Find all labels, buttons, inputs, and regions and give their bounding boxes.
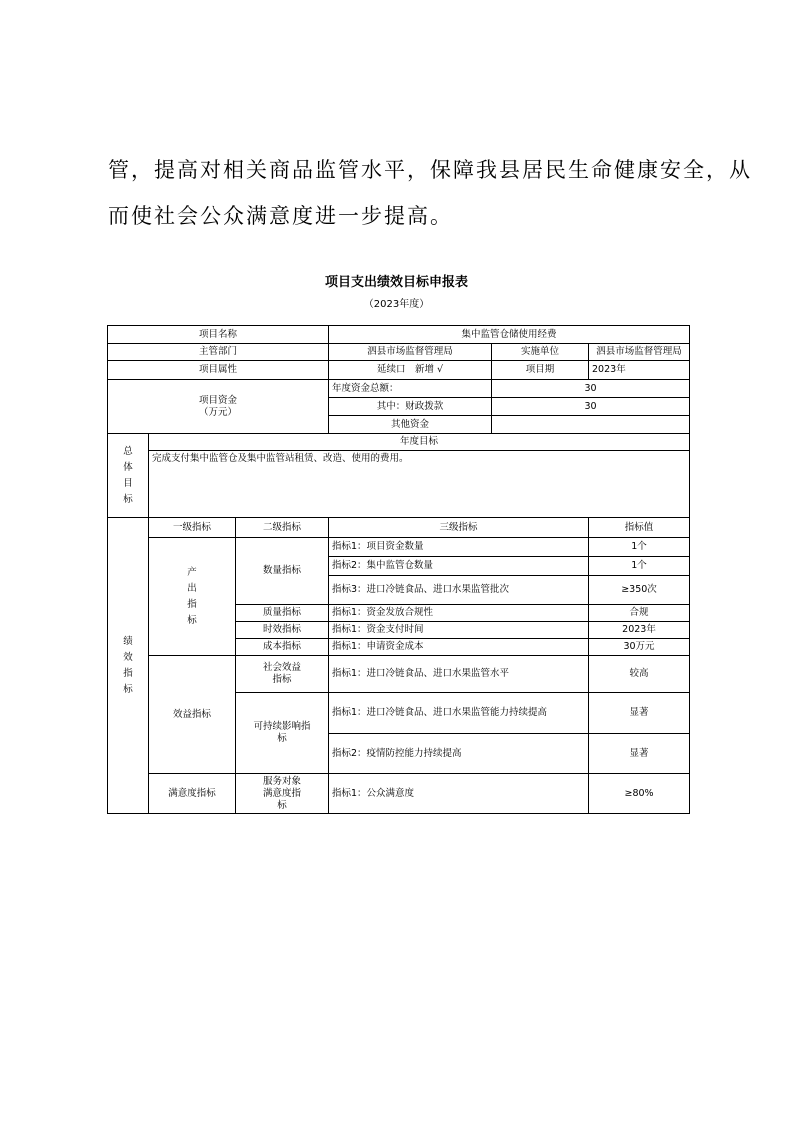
cost-indicator-1-value: 30万元 — [589, 639, 690, 656]
sustain-indicator-2: 指标2：疫情防控能力持续提高 — [329, 734, 589, 774]
sustain-indicator-2-value: 显著 — [589, 734, 690, 774]
funds-unit: （万元） — [199, 406, 238, 418]
project-name-label: 项目名称 — [108, 326, 329, 344]
row-annual-goal-header — [108, 434, 690, 451]
benefit-indicator-label: 效益指标 — [149, 656, 236, 774]
sustain-indicator-1: 指标1：进口冷链食品、进口水果监管能力持续提高 — [329, 693, 589, 734]
sustain-label: 可持续影响指标 — [253, 721, 311, 744]
header-level2: 二级指标 — [236, 518, 329, 538]
perf-indicator-label — [108, 518, 149, 814]
row-indicator-header — [108, 518, 690, 538]
fiscal-value: 30 — [492, 398, 690, 416]
row-project-name — [108, 326, 690, 344]
satisfaction-indicator-label: 满意度指标 — [149, 774, 236, 814]
quality-indicator-1-value: 合规 — [589, 605, 690, 622]
table-subtitle: （2023年度） — [363, 299, 430, 310]
timeliness-indicator-1-value: 2023年 — [589, 622, 690, 639]
period-label: 项目期 — [492, 361, 589, 380]
table-row — [108, 774, 690, 814]
total-funds-label: 年度资金总额： — [329, 380, 492, 398]
annual-goal-text: 完成支付集中监管仓及集中监管站租赁、改造、使用的费用。 — [149, 451, 690, 518]
quantity-indicator-1: 指标1：项目资金数量 — [329, 538, 589, 557]
funds-label-cell — [108, 380, 329, 434]
satisfaction-indicator-1: 指标1：公众满意度 — [329, 774, 589, 814]
cost-indicator-label: 成本指标 — [236, 639, 329, 656]
service-satisfaction-label: 服务对象满意度指标 — [262, 775, 301, 811]
project-name-value: 集中监管仓储使用经费 — [329, 326, 690, 344]
sustain-label-cell — [236, 693, 329, 774]
service-satisfaction-label-cell — [236, 774, 329, 814]
performance-target-table — [107, 325, 690, 814]
table-title: 项目支出绩效目标申报表 — [324, 275, 468, 290]
quantity-indicator-label: 数量指标 — [236, 538, 329, 605]
output-indicator-text: 产出指标 — [187, 566, 197, 626]
header-level3: 三级指标 — [329, 518, 589, 538]
quantity-indicator-3-value: ≥350次 — [589, 576, 690, 605]
social-benefit-indicator-1-value: 较高 — [589, 656, 690, 693]
row-department — [108, 344, 690, 361]
fiscal-label: 其中：财政拨款 — [329, 398, 492, 416]
quality-indicator-1: 指标1：资金发放合规性 — [329, 605, 589, 622]
quantity-indicator-3: 指标3：进口冷链食品、进口水果监管批次 — [329, 576, 589, 605]
header-value: 指标值 — [589, 518, 690, 538]
impl-label: 实施单位 — [492, 344, 589, 361]
attr-value: 延续口 新增 √ — [329, 361, 492, 380]
attr-label: 项目属性 — [108, 361, 329, 380]
quantity-indicator-2: 指标2：集中监管仓数量 — [329, 557, 589, 576]
quality-indicator-label: 质量指标 — [236, 605, 329, 622]
dept-label: 主管部门 — [108, 344, 329, 361]
funds-label: 项目资金 — [199, 394, 238, 406]
timeliness-indicator-label: 时效指标 — [236, 622, 329, 639]
annual-goal-label: 年度目标 — [149, 434, 690, 451]
overall-goal-text: 总体目标 — [123, 445, 133, 505]
total-funds-value: 30 — [492, 380, 690, 398]
impl-value: 泗县市场监督管理局 — [589, 344, 690, 361]
dept-value: 泗县市场监督管理局 — [329, 344, 492, 361]
period-value: 2023年 — [589, 361, 690, 380]
perf-indicator-text: 绩效指标 — [123, 635, 133, 695]
header-level1: 一级指标 — [149, 518, 236, 538]
social-benefit-label-cell — [236, 656, 329, 693]
social-benefit-indicator-1: 指标1：进口冷链食品、进口水果监管水平 — [329, 656, 589, 693]
row-attribute — [108, 361, 690, 380]
row-annual-goal — [108, 451, 690, 518]
body-paragraph-line-1: 管，提高对相关商品监管水平，保障我县居民生命健康安全，从 — [108, 158, 752, 182]
other-funds-label: 其他资金 — [329, 416, 492, 434]
satisfaction-indicator-1-value: ≥80% — [589, 774, 690, 814]
overall-goal-label — [108, 434, 149, 518]
quantity-indicator-1-value: 1个 — [589, 538, 690, 557]
body-paragraph-line-2: 而使社会公众满意度进一步提高。 — [108, 204, 453, 228]
row-funds-total — [108, 380, 690, 398]
table-row — [108, 656, 690, 693]
cost-indicator-1: 指标1：申请资金成本 — [329, 639, 589, 656]
table-row — [108, 538, 690, 557]
other-funds-value — [492, 416, 690, 434]
social-benefit-label: 社会效益指标 — [262, 662, 301, 685]
sustain-indicator-1-value: 显著 — [589, 693, 690, 734]
quantity-indicator-2-value: 1个 — [589, 557, 690, 576]
timeliness-indicator-1: 指标1：资金支付时间 — [329, 622, 589, 639]
output-indicator-label — [149, 538, 236, 656]
